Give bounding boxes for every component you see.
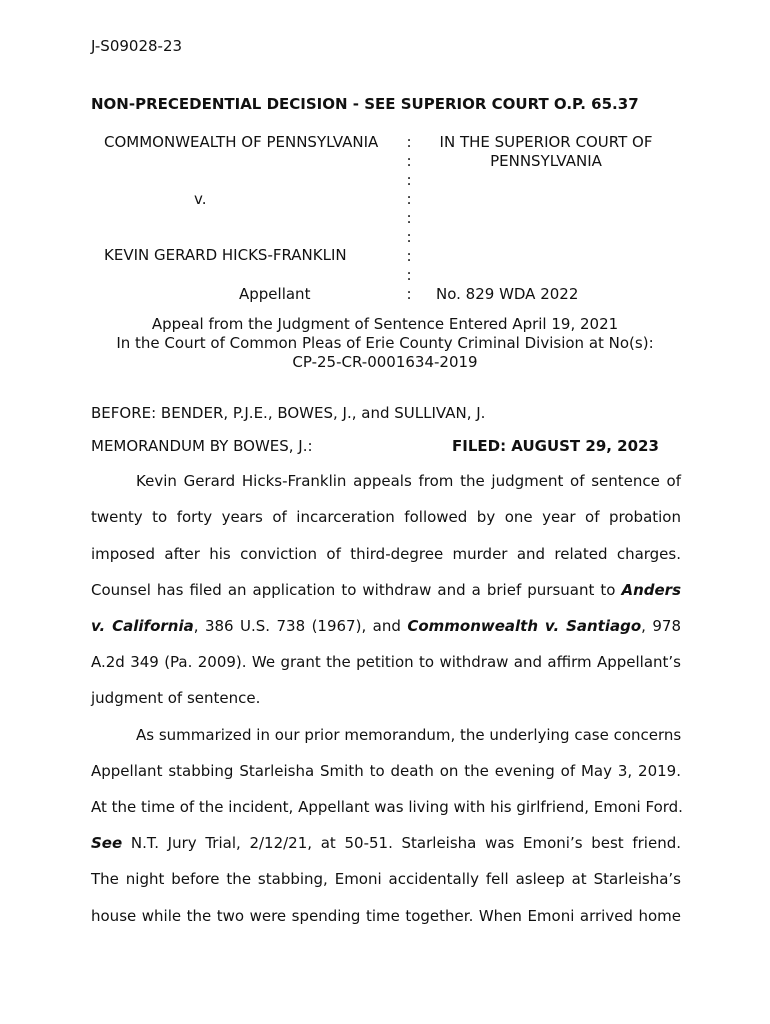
appeal-line-3: CP-25-CR-0001634-2019 — [292, 353, 478, 371]
colon: : — [406, 228, 412, 246]
docket-number: J-S09028-23 — [91, 37, 183, 55]
colon: : — [406, 133, 412, 151]
case-number: No. 829 WDA 2022 — [436, 285, 579, 303]
body-line — [91, 581, 681, 599]
body-line: Kevin Gerard Hicks-Franklin appeals from the judgment of sentence of — [136, 472, 681, 490]
colon: : — [406, 209, 412, 227]
appeal-line-2: In the Court of Common Pleas of Erie County Criminal Division at No(s): — [116, 334, 654, 352]
colon: : — [406, 190, 412, 208]
caption-role: Appellant — [239, 285, 311, 303]
body-line — [91, 834, 681, 852]
colon: : — [406, 266, 412, 284]
case-citation: v. California — [91, 617, 194, 635]
colon: : — [406, 285, 412, 303]
body-line: The night before the stabbing, Emoni accidentally fell asleep at Starleisha’s — [91, 870, 681, 888]
court-line-1: IN THE SUPERIOR COURT OF — [439, 133, 653, 151]
appeal-info — [0, 315, 770, 372]
caption-plaintiff: COMMONWEALTH OF PENNSYLVANIA — [104, 133, 379, 151]
colon: : — [406, 247, 412, 265]
filed-date: FILED: AUGUST 29, 2023 — [452, 437, 659, 455]
body-text: N.T. Jury Trial, 2/12/21, at 50-51. Starleisha was Emoni’s best friend. — [122, 834, 681, 852]
body-line: twenty to forty years of incarceration followed by one year of probation — [91, 508, 681, 526]
body-text: Counsel has filed an application to withdraw and a brief pursuant to — [91, 581, 622, 599]
body-line: At the time of the incident, Appellant was living with his girlfriend, Emoni Ford. — [91, 798, 683, 816]
colon: : — [406, 171, 412, 189]
body-line: judgment of sentence. — [91, 689, 261, 707]
appeal-line-1: Appeal from the Judgment of Sentence Entered April 19, 2021 — [151, 315, 619, 333]
colon: : — [406, 152, 412, 170]
case-citation: Anders — [621, 581, 681, 599]
caption-versus: v. — [194, 190, 207, 208]
body-line: As summarized in our prior memorandum, the underlying case concerns — [136, 726, 682, 744]
body-text: , 978 — [641, 617, 681, 635]
caption-defendant: KEVIN GERARD HICKS-FRANKLIN — [104, 246, 347, 264]
body-line: Appellant stabbing Starleisha Smith to death on the evening of May 3, 2019. — [91, 762, 681, 780]
body-line: house while the two were spending time together. When Emoni arrived home — [91, 907, 681, 925]
body-text: , 386 U.S. 738 (1967), and — [193, 617, 408, 635]
body-line — [91, 617, 681, 635]
panel-before: BEFORE: BENDER, P.J.E., BOWES, J., and SULLIVAN, J. — [91, 404, 486, 422]
body-line: imposed after his conviction of third-degree murder and related charges. — [91, 545, 681, 563]
signal-see: See — [91, 834, 123, 852]
case-citation: Commonwealth v. Santiago — [407, 617, 642, 635]
body-line: A.2d 349 (Pa. 2009). We grant the petition to withdraw and affirm Appellant’s — [91, 653, 681, 671]
court-name — [430, 133, 662, 170]
memorandum-by: MEMORANDUM BY BOWES, J.: — [91, 437, 313, 455]
court-line-2: PENNSYLVANIA — [490, 152, 602, 170]
decision-heading: NON-PRECEDENTIAL DECISION - SEE SUPERIOR COURT O.P. 65.37 — [91, 95, 639, 113]
